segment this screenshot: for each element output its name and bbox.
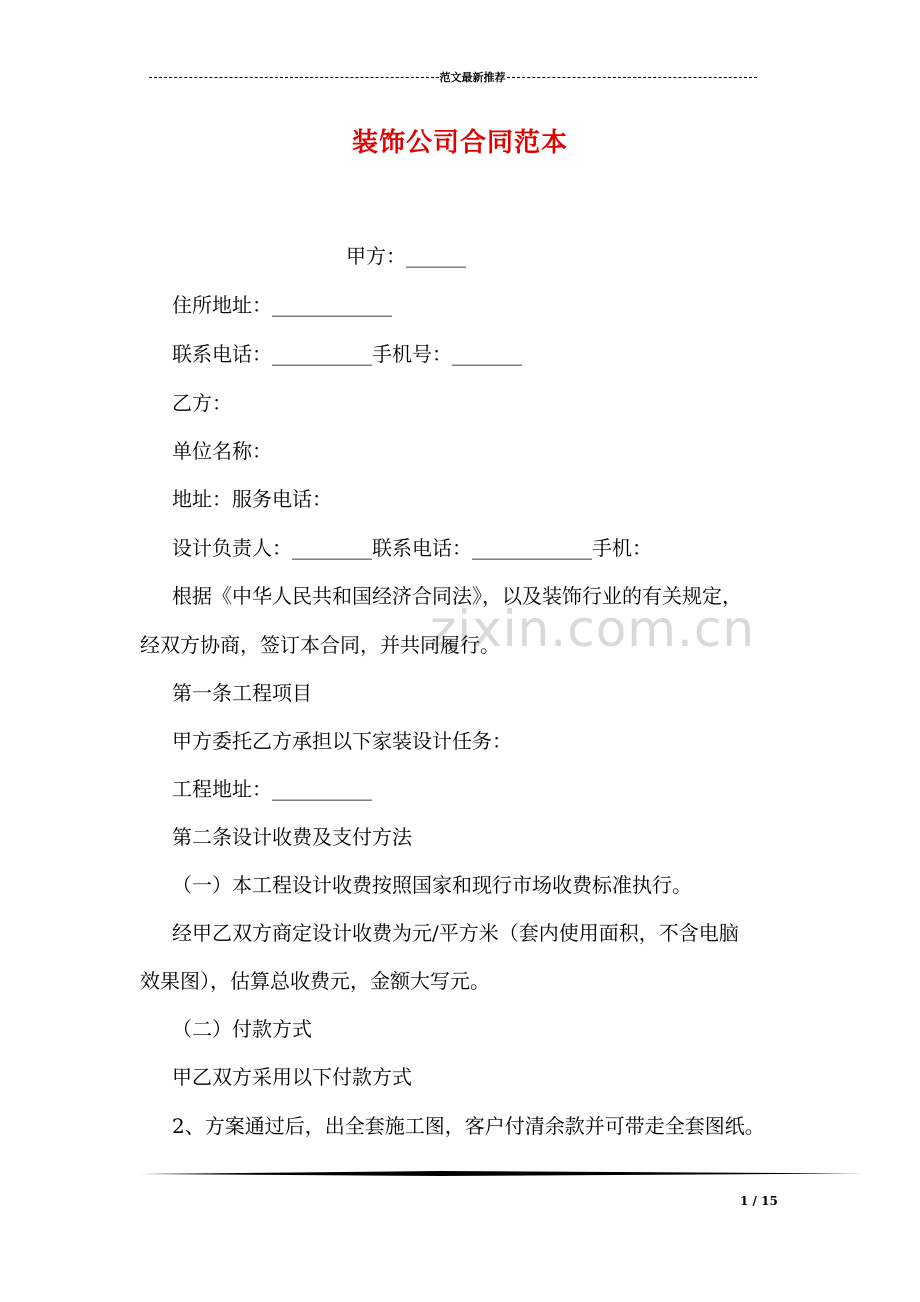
header-dash-left <box>149 77 439 78</box>
address-line: 住所地址：____________ <box>172 293 392 317</box>
header-dash-right <box>507 77 757 78</box>
article-1-heading: 第一条工程项目 <box>172 681 312 705</box>
contact-line: 联系电话：__________手机号：_______ <box>172 342 522 366</box>
article-2-heading: 第二条设计收费及支付方法 <box>172 825 412 849</box>
designer-line: 设计负责人：________联系电话：____________手机： <box>172 536 652 560</box>
party-a-line: 甲方：______ <box>346 244 466 268</box>
payment-method-line: 甲乙双方采用以下付款方式 <box>172 1065 412 1089</box>
article-1-text: 甲方委托乙方承担以下家装设计任务： <box>172 729 512 753</box>
watermark: zixin.com.cn <box>430 600 756 658</box>
preamble-line-1: 根据《中华人民共和国经济合同法》，以及装饰行业的有关规定， <box>172 584 742 608</box>
payment-item-2-line: 2、方案通过后，出全套施工图，客户付清余款并可带走全套图纸。 <box>172 1114 765 1138</box>
fee-line-1: 经甲乙双方商定设计收费为元/平方米（套内使用面积，不含电脑 <box>172 921 739 945</box>
project-address-line: 工程地址：__________ <box>172 777 372 801</box>
preamble-line-2: 经双方协商，签订本合同，并共同履行。 <box>140 633 500 657</box>
fee-line-2: 效果图），估算总收费元，金额大写元。 <box>140 969 490 993</box>
clause-1-line: （一）本工程设计收费按照国家和现行市场收费标准执行。 <box>172 873 692 897</box>
party-b-line: 乙方： <box>172 391 232 415</box>
company-name-line: 单位名称： <box>172 439 272 463</box>
clause-2-heading: （二）付款方式 <box>172 1017 312 1041</box>
footer-rule <box>140 1170 862 1176</box>
page-indicator: 1 / 15 <box>740 1194 778 1208</box>
header-label: 范文最新推荐 <box>439 71 506 84</box>
document-title: 装饰公司合同范本 <box>351 128 568 158</box>
service-address-line: 地址：服务电话： <box>172 487 332 511</box>
header-rule <box>140 69 765 85</box>
